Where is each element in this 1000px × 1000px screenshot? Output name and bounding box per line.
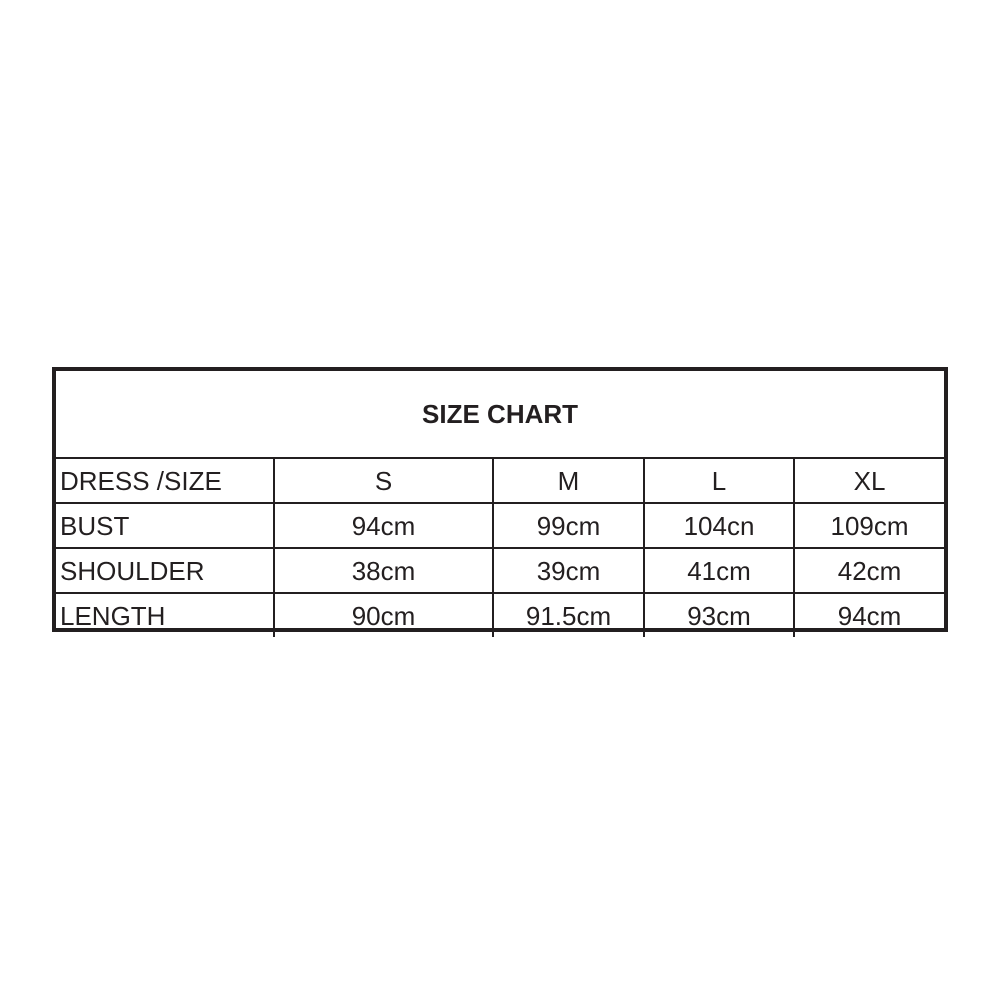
size-header-l: L <box>644 458 794 503</box>
table-cell: 94cm <box>274 503 493 548</box>
table-cell: 90cm <box>274 593 493 637</box>
size-header-xl: XL <box>794 458 944 503</box>
size-header-m: M <box>493 458 644 503</box>
table-cell: 41cm <box>644 548 794 593</box>
table-cell: 109cm <box>794 503 944 548</box>
row-label: LENGTH <box>56 593 274 637</box>
row-label: BUST <box>56 503 274 548</box>
table-cell: 42cm <box>794 548 944 593</box>
table-cell: 93cm <box>644 593 794 637</box>
header-label: DRESS /SIZE <box>56 458 274 503</box>
table-cell: 39cm <box>493 548 644 593</box>
table-cell: 104cn <box>644 503 794 548</box>
table-row <box>56 593 944 637</box>
row-label: SHOULDER <box>56 548 274 593</box>
table-row <box>56 548 944 593</box>
size-header-s: S <box>274 458 493 503</box>
title-row <box>56 371 944 458</box>
table-row <box>56 503 944 548</box>
table-cell: 91.5cm <box>493 593 644 637</box>
header-row <box>56 458 944 503</box>
table-cell: 38cm <box>274 548 493 593</box>
table-cell: 94cm <box>794 593 944 637</box>
table-cell: 99cm <box>493 503 644 548</box>
size-chart-table <box>56 371 944 637</box>
size-chart <box>52 367 948 632</box>
chart-title: SIZE CHART <box>56 371 944 458</box>
